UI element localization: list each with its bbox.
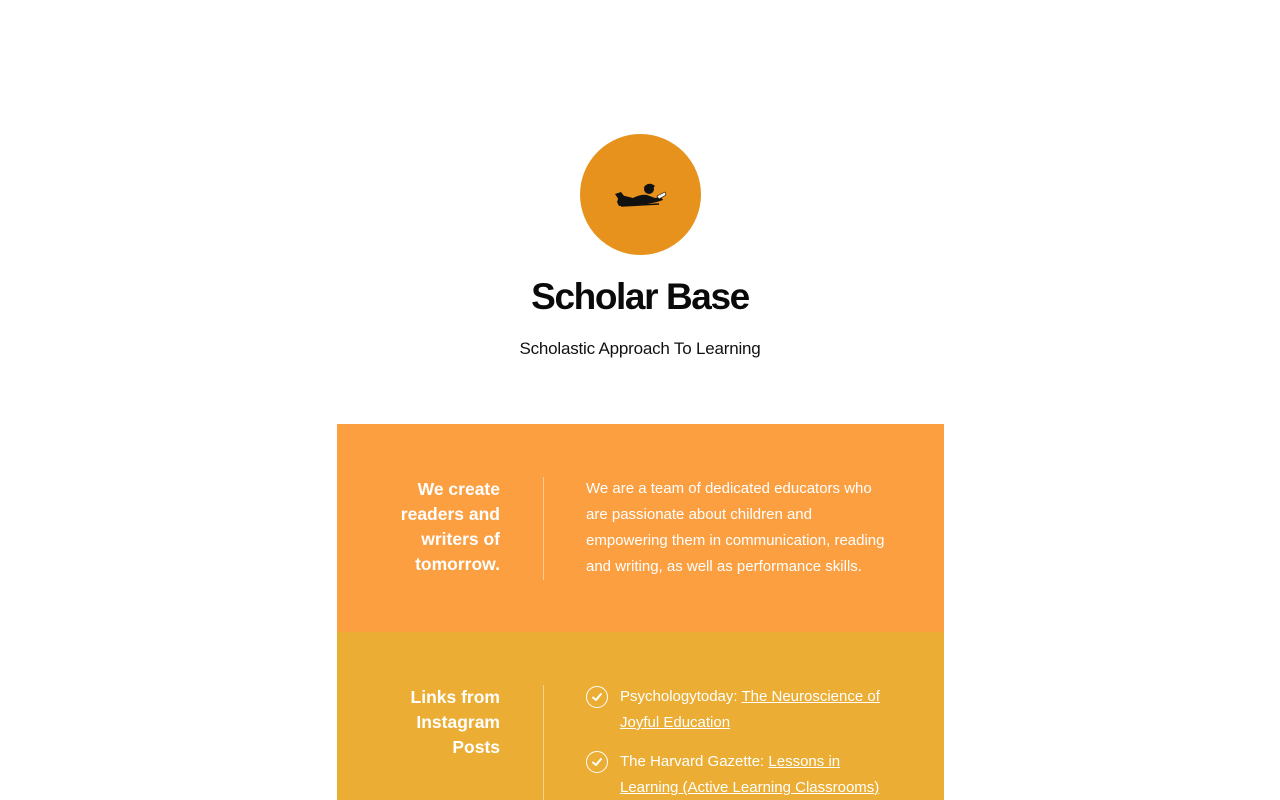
link-text [620, 749, 890, 800]
check-circle-icon [586, 751, 608, 773]
link-source: The Harvard Gazette: [620, 753, 769, 770]
links-heading: Links from Instagram Posts [410, 687, 500, 757]
avatar [580, 134, 701, 255]
link-neuroscience-joyful-education[interactable]: The Neuroscience of Joyful Education [620, 688, 880, 731]
check-circle-icon [586, 686, 608, 708]
links-divider [543, 685, 544, 800]
page-tagline: Scholastic Approach To Learning [519, 339, 761, 358]
page-title: Scholar Base [531, 276, 749, 317]
links-section [337, 632, 944, 800]
about-body: We are a team of dedicated educators who are passionate about children and empowering them in communication, reading and writing, as well as performance skills. [586, 480, 885, 575]
list-item [586, 749, 906, 800]
reading-child-silhouette-icon [611, 180, 671, 210]
about-divider [543, 477, 544, 580]
about-section [337, 424, 944, 632]
link-lessons-in-learning[interactable]: Lessons in Learning (Active Learning Classrooms) [620, 753, 880, 796]
list-item [586, 684, 906, 736]
link-source: Psychologytoday: [620, 688, 742, 705]
link-text [620, 684, 890, 736]
link-list [586, 684, 906, 800]
about-heading: We create readers and writers of tomorrow. [400, 479, 500, 574]
